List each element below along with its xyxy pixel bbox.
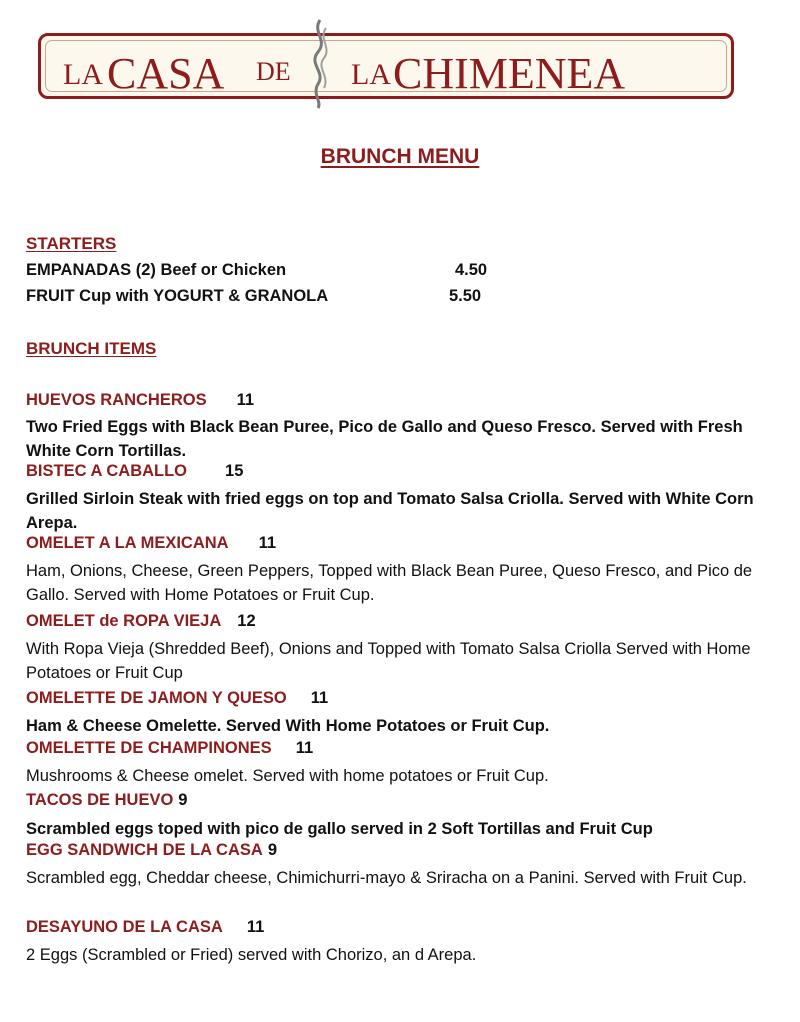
menu-item-title [26,391,254,410]
menu-item-title [26,739,313,758]
menu-item-title [26,612,256,631]
menu-item-price: 9 [267,841,277,859]
logo-word-de: DE [256,57,291,86]
menu-item-description: Ham, Onions, Cheese, Green Peppers, Topped with Black Bean Puree, Queso Fresco, and Pico de Gallo. Served with Home Potatoes or Fruit Cup. [26,562,753,604]
starters-heading: STARTERS [26,234,117,253]
menu-item-price: 11 [246,918,265,936]
menu-item-price: 15 [225,462,244,480]
logo-word-la-2: LA [351,58,391,91]
menu-item-description: Mushrooms & Cheese omelet. Served with home potatoes or Fruit Cup. [26,767,549,785]
menu-item-description: Ham & Cheese Omelette. Served With Home Potatoes or Fruit Cup. [26,717,550,735]
starter-item-name: FRUIT Cup with YOGURT & GRANOLA [26,287,329,305]
menu-item-price: 9 [178,791,188,809]
menu-item-title [26,462,243,481]
menu-item-name: OMELETTE DE CHAMPINONES [26,739,272,757]
menu-item-name: OMELETTE DE JAMON Y QUESO [26,689,287,707]
logo-word-casa: CASA [107,49,225,98]
menu-item-name: BISTEC A CABALLO [26,462,188,480]
menu-item-title [26,689,328,708]
starter-item-name: EMPANADAS (2) Beef or Chicken [26,261,287,279]
menu-item-name: OMELET A LA MEXICANA [26,534,229,552]
menu-item-price: 12 [237,612,256,630]
brunch-items-heading: BRUNCH ITEMS [26,339,157,358]
smoke-swirl-icon [300,18,340,110]
menu-item-name: EGG SANDWICH DE LA CASA [26,841,263,859]
menu-item-price: 11 [310,689,329,707]
menu-item-description: Scrambled eggs toped with pico de gallo served in 2 Soft Tortillas and Fruit Cup [26,820,653,838]
menu-item-name: HUEVOS RANCHEROS [26,391,207,409]
logo-word-la-1: LA [63,58,103,91]
logo-word-chimenea: CHIMENEA [393,49,626,98]
menu-item-name: DESAYUNO DE LA CASA [26,918,223,936]
menu-item-title [26,918,264,937]
menu-item-price: 11 [295,739,314,757]
menu-item-title [26,841,277,860]
menu-item-name: TACOS DE HUEVO [26,791,174,809]
menu-item-name: OMELET de ROPA VIEJA [26,612,222,630]
menu-item-title [26,791,187,810]
starter-item-price: 5.50 [449,287,482,305]
menu-item-description: Two Fried Eggs with Black Bean Puree, Pico de Gallo and Queso Fresco. Served with Fresh White Corn Tortillas. [26,418,743,460]
menu-item-description: With Ropa Vieja (Shredded Beef), Onions and Topped with Tomato Salsa Criolla Served with Home Potatoes or Fruit Cup [26,640,751,682]
restaurant-logo [38,33,734,99]
page-title: BRUNCH MENU [320,145,480,168]
menu-item-description: Grilled Sirloin Steak with fried eggs on top and Tomato Salsa Criolla. Served with White Corn Arepa. [26,490,754,532]
starter-item-price: 4.50 [455,261,488,279]
menu-item-price: 11 [236,391,255,409]
menu-item-price: 11 [258,534,277,552]
menu-item-title [26,534,276,553]
logo-lettering [41,36,737,102]
menu-item-description: Scrambled egg, Cheddar cheese, Chimichurri-mayo & Sriracha on a Panini. Served with Fruit Cup. [26,869,747,887]
menu-item-description: 2 Eggs (Scrambled or Fried) served with Chorizo, an d Arepa. [26,946,477,964]
